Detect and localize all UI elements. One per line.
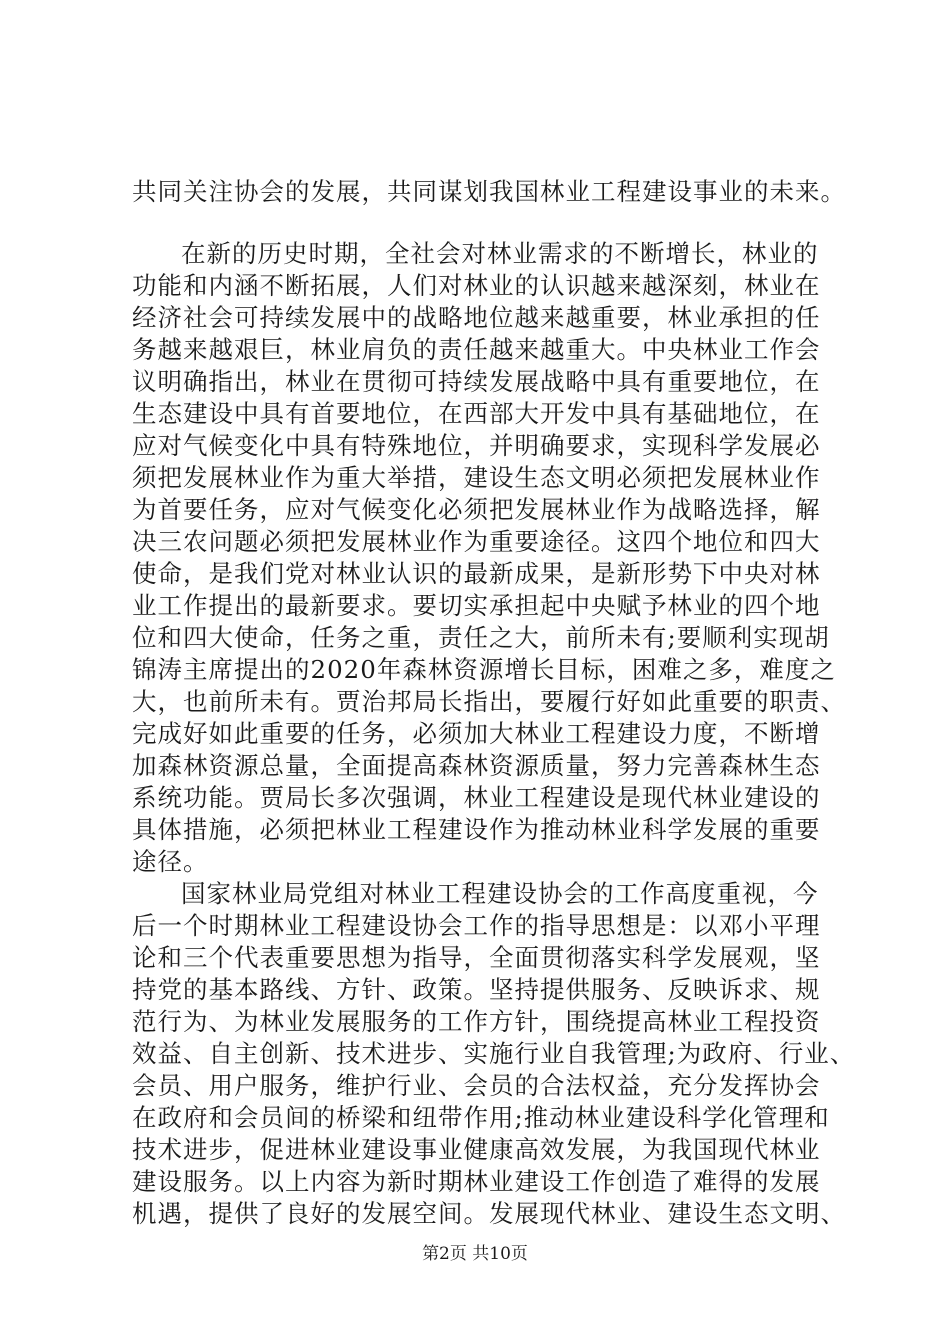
- paragraph-2-line-17: 加森林资源总量，全面提高森林资源质量，努力完善森林生态: [132, 751, 821, 780]
- paragraph-3-line-3: 论和三个代表重要思想为指导，全面贯彻落实科学发展观，坚: [132, 943, 821, 972]
- paragraph-3-line-4: 持党的基本路线、方针、政策。坚持提供服务、反映诉求、规: [132, 975, 821, 1004]
- paragraph-2-line-6: 生态建设中具有首要地位，在西部大开发中具有基础地位，在: [132, 399, 821, 428]
- paragraph-2-line-19: 具体措施，必须把林业工程建设作为推动林业科学发展的重要: [132, 815, 821, 844]
- paragraph-2-line-16: 完成好如此重要的任务，必须加大林业工程建设力度，不断增: [132, 719, 821, 748]
- paragraph-2-line-7: 应对气候变化中具有特殊地位，并明确要求，实现科学发展必: [132, 431, 821, 460]
- paragraph-2-line-18: 系统功能。贾局长多次强调，林业工程建设是现代林业建设的: [132, 783, 821, 812]
- paragraph-2-line-11: 使命，是我们党对林业认识的最新成果，是新形势下中央对林: [132, 559, 821, 588]
- paragraph-2-line-3: 经济社会可持续发展中的战略地位越来越重要，林业承担的任: [132, 303, 821, 332]
- paragraph-2-line-8: 须把发展林业作为重大举措，建设生态文明必须把发展林业作: [132, 463, 821, 492]
- paragraph-2-line-2: 功能和内涵不断拓展，人们对林业的认识越来越深刻，林业在: [132, 271, 821, 300]
- paragraph-3-line-2: 后一个时期林业工程建设协会工作的指导思想是：以邓小平理: [132, 911, 821, 940]
- paragraph-2-line-4: 务越来越艰巨，林业肩负的责任越来越重大。中央林业工作会: [132, 335, 821, 364]
- paragraph-3-line-7: 会员、用户服务，维护行业、会员的合法权益，充分发挥协会: [132, 1071, 821, 1100]
- paragraph-2-line-12: 业工作提出的最新要求。要切实承担起中央赋予林业的四个地: [132, 591, 821, 620]
- paragraph-3-line-9: 技术进步，促进林业建设事业健康高效发展，为我国现代林业: [132, 1135, 821, 1164]
- paragraph-3-line-10: 建设服务。以上内容为新时期林业建设工作创造了难得的发展: [132, 1167, 821, 1196]
- paragraph-3-line-5: 范行为、为林业发展服务的工作方针，围绕提高林业工程投资: [132, 1007, 821, 1036]
- paragraph-2-line-20: 途径。: [132, 847, 209, 876]
- paragraph-3-line-6: 效益、自主创新、技术进步、实施行业自我管理;为政府、行业、: [132, 1039, 856, 1068]
- paragraph-3-line-8: 在政府和会员间的桥梁和纽带作用;推动林业建设科学化管理和: [132, 1103, 830, 1132]
- paragraph-3-line-1: 国家林业局党组对林业工程建设协会的工作高度重视，今: [181, 879, 819, 908]
- paragraph-2-line-15: 大，也前所未有。贾治邦局长指出，要履行好如此重要的职责、: [132, 687, 846, 716]
- paragraph-3-line-11: 机遇，提供了良好的发展空间。发展现代林业、建设生态文明、: [132, 1199, 846, 1228]
- paragraph-1-line-1: 共同关注协会的发展，共同谋划我国林业工程建设事业的未来。: [132, 177, 846, 206]
- paragraph-2-line-5: 议明确指出，林业在贯彻可持续发展战略中具有重要地位，在: [132, 367, 821, 396]
- paragraph-2-line-14: 锦涛主席提出的2020年森林资源增长目标，困难之多，难度之: [132, 655, 836, 684]
- paragraph-2-line-9: 为首要任务，应对气候变化必须把发展林业作为战略选择，解: [132, 495, 821, 524]
- paragraph-2-line-10: 决三农问题必须把发展林业作为重要途径。这四个地位和四大: [132, 527, 821, 556]
- paragraph-2-line-1: 在新的历史时期，全社会对林业需求的不断增长，林业的: [181, 239, 819, 268]
- paragraph-2-line-13: 位和四大使命，任务之重，责任之大，前所未有;要顺利实现胡: [132, 623, 830, 652]
- page-number-footer: 第2页 共10页: [422, 1244, 528, 1264]
